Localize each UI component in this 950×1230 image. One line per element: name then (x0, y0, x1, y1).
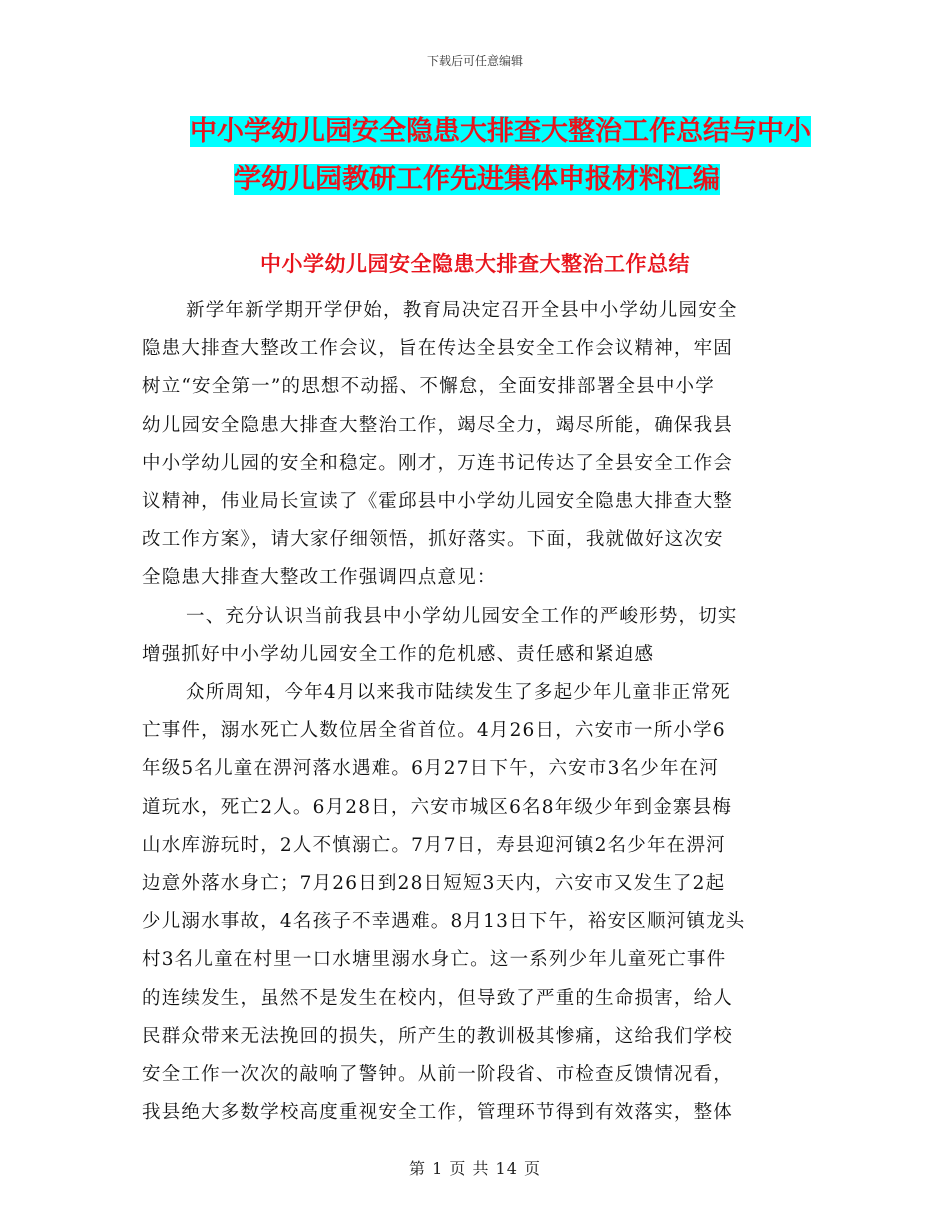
body-line: 中小学幼儿园的安全和稳定。刚才，万连书记传达了全县安全工作会 (142, 452, 734, 474)
body-line: 我县绝大多数学校高度重视安全工作，管理环节得到有效落实，整体 (142, 1102, 734, 1124)
body-line: 树立“安全第一”的思想不动摇、不懈怠，全面安排部署全县中小学 (142, 376, 715, 398)
body-line: 的连续发生，虽然不是发生在校内，但导致了严重的生命损害，给人 (142, 987, 734, 1009)
body-line: 道玩水，死亡2人。6月28日，六安市城区6名8年级少年到金寨县梅 (142, 796, 733, 818)
body-line: 议精神，伟业局长宣读了《霍邱县中小学幼儿园安全隐患大排查大整 (142, 491, 734, 513)
body-line: 少儿溺水事故，4名孩子不幸遇难。8月13日下午，裕安区顺河镇龙头 (142, 911, 746, 933)
body-line: 年级5名儿童在淠河落水遇难。6月27日下午，六安市3名少年在河 (142, 758, 720, 780)
title-line-1-highlight: 中小学幼儿园安全隐患大排查大整治工作总结与中小 (190, 116, 811, 147)
body-line: 改工作方案》，请大家仔细领悟，抓好落实。下面，我就做好这次安 (142, 529, 724, 551)
body-line: 隐患大排查大整改工作会议，旨在传达全县安全工作会议精神，牢固 (142, 338, 734, 360)
header-note: 下载后可任意编辑 (426, 54, 523, 68)
body-line: 众所周知，今年4月以来我市陆续发生了多起少年儿童非正常死 (186, 682, 731, 704)
body-line: 村3名儿童在村里一口水塘里溺水身亡。这一系列少年儿童死亡事件 (142, 949, 727, 971)
body-line: 民群众带来无法挽回的损失，所产生的教训极其惨痛，这给我们学校 (142, 1025, 734, 1047)
page-number-footer: 第 1 页 共 14 页 (409, 1159, 541, 1178)
body-line: 全隐患大排查大整改工作强调四点意见： (142, 567, 497, 589)
body-line: 新学年新学期开学伊始，教育局决定召开全县中小学幼儿园安全 (186, 300, 738, 321)
body-line: 边意外落水身亡；7月26日到28日短短3天内，六安市又发生了2起 (142, 873, 726, 895)
title-line-2-highlight: 学幼儿园教研工作先进集体申报材料汇编 (234, 164, 720, 195)
body-line: 山水库游玩时，2人不慎溺亡。7月7日，寿县迎河镇2名少年在淠河 (142, 834, 726, 856)
title-line-1 (150, 108, 830, 156)
document-title (150, 108, 830, 204)
title-line-2 (150, 156, 830, 204)
body-line: 增强抓好中小学幼儿园安全工作的危机感、责任感和紧迫感 (142, 643, 655, 665)
body-line: 安全工作一次次的敲响了警钟。从前一阶段省、市检查反馈情况看， (142, 1064, 734, 1086)
body-line: 一、充分认识当前我县中小学幼儿园安全工作的严峻形势，切实 (186, 605, 738, 627)
body-line: 亡事件，溺水死亡人数位居全省首位。4月26日，六安市一所小学6 (142, 720, 726, 742)
body-text (142, 292, 810, 1132)
section-title: 中小学幼儿园安全隐患大排查大整治工作总结 (260, 252, 690, 276)
body-line: 幼儿园安全隐患大排查大整治工作，竭尽全力，竭尽所能，确保我县 (142, 414, 734, 436)
